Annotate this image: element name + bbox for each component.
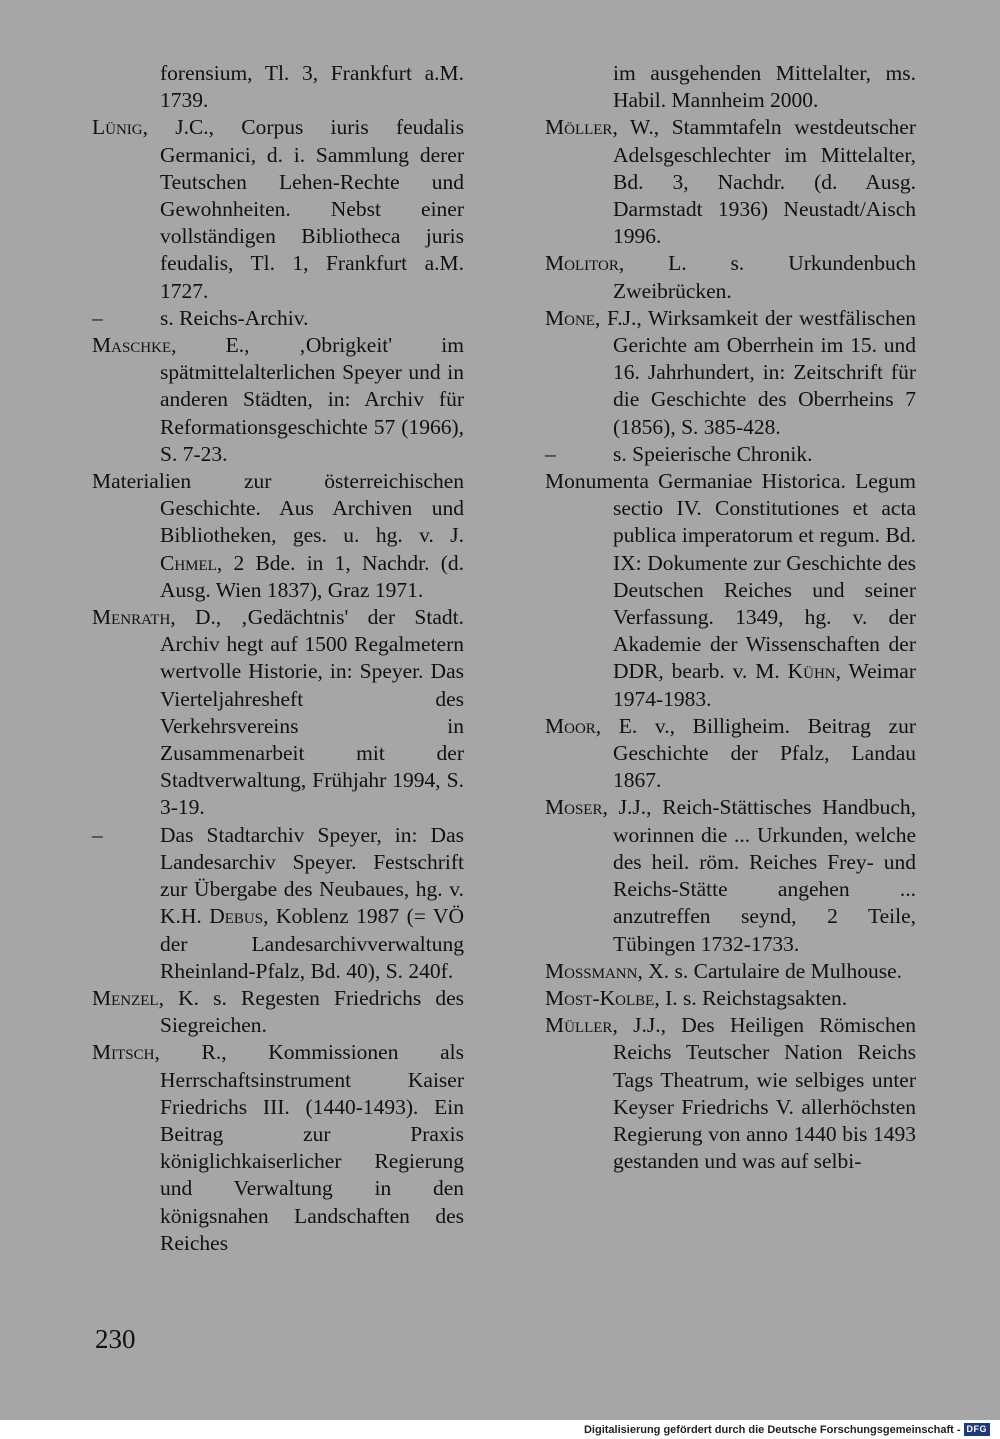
entry-text: , K. s. Regesten Friedrichs des Siegreichen. <box>158 985 464 1038</box>
bibliography-entry <box>545 305 916 441</box>
author-name: Möller <box>545 115 613 140</box>
right-column <box>545 60 916 1175</box>
author-name: Chmel <box>160 550 217 575</box>
author-name: Most-Kolbe <box>545 985 655 1010</box>
entry-text: , W., Stammtafeln westdeutscher Adelsgeschlechter im Mittelalter, Bd. 3, Nachdr. (d. Ausg. Darmstadt 1936) Neustadt/Aisch 1996. <box>612 115 916 249</box>
bibliography-entry <box>92 468 464 604</box>
author-name: Lünig <box>92 115 143 140</box>
entry-text: , Weimar 1974-1983. <box>613 659 917 711</box>
entry-text: , 2 Bde. in 1, Nachdr. (d. Ausg. Wien 1837), Graz 1971. <box>160 550 464 602</box>
page-number: 230 <box>95 1324 136 1354</box>
dfg-logo: DFG <box>964 1423 991 1436</box>
entry-text: , I. s. Reichstagsakten. <box>654 985 848 1010</box>
bibliography-entry <box>545 468 916 713</box>
bibliography-entry <box>545 958 916 985</box>
bibliography-entry <box>92 332 464 468</box>
digitization-credit <box>584 1423 990 1436</box>
bibliography-entry <box>545 250 916 304</box>
author-name: Mossmann <box>545 958 638 983</box>
entry-text: , E. v., Billigheim. Beitrag zur Geschichte der Pfalz, Landau 1867. <box>595 713 916 793</box>
footer-text: Digitalisierung gefördert durch die Deutsche Forschungsgemeinschaft - <box>583 1423 961 1436</box>
author-name: Moor <box>545 713 596 738</box>
bibliography-entry <box>92 822 464 985</box>
entry-text: , E., ‚Obrigkeit' im spätmittelalterlichen Speyer und in anderen Städten, in: Archiv für Reformationsgeschichte 57 (1966), S. 7-23. <box>160 333 464 466</box>
author-name: Menrath <box>92 605 171 630</box>
author-name: Müller <box>545 1013 613 1038</box>
entry-continuation: im ausgehenden Mittelalter, ms. Habil. Mannheim 2000. <box>613 61 916 113</box>
entry-text: , F.J., Wirksamkeit der westfälischen Gerichte am Oberrhein im 15. und 16. Jahrhundert, in: Zeitschrift für die Geschichte des Oberrheins 7 (1856), S. 385-428. <box>594 305 916 439</box>
bibliography-entry <box>545 713 916 795</box>
ditto-dash: – <box>92 305 103 330</box>
entry-text: , L. s. Urkundenbuch Zweibrücken. <box>613 251 916 303</box>
bibliography-entry <box>92 985 464 1039</box>
bibliography-entry <box>92 60 464 114</box>
author-name: Mone <box>545 305 595 330</box>
bibliography-entry <box>92 1039 464 1257</box>
entry-text: Monumenta Germaniae Historica. Legum sectio IV. Constitutiones et acta publica imperatorum et regum. Bd. IX: Dokumente zur Geschichte des Deutschen Reiches und seiner Verfassung. 1349, hg. v. der Akademie der Wissenschaften der DDR, bearb. v. M. <box>545 469 916 684</box>
bibliography-entry <box>545 1012 916 1175</box>
author-name: Moser <box>545 795 603 820</box>
ditto-dash: – <box>92 822 103 847</box>
bibliography-entry <box>92 305 464 332</box>
entry-text: , J.J., Reich-Stättisches Handbuch, worinnen die ... Urkunden, welche des heil. röm. Reiches Frey- und Reichs-Stätte angehen ... anzutreffen seynd, 2 Teile, Tübingen 1732-1733. <box>602 795 916 956</box>
author-name: Debus <box>209 904 264 929</box>
entry-text: , R., Kommissionen als Herrschaftsinstrument Kaiser Friedrichs III. (1440-1493). Ein Beitrag zur Praxis königlichkaiserlicher Regierung und Verwaltung in den königsnahen Landschaften des Reiches <box>154 1040 464 1255</box>
bibliography-entry <box>92 604 464 822</box>
bibliography-entry <box>545 794 916 957</box>
entry-text: , D., ‚Gedächtnis' der Stadt. Archiv hegt auf 1500 Regalmetern wertvolle Historie, in: Speyer. Das Vierteljahresheft des Verkehrsvereins in Zusammenarbeit mit der Stadtverwaltung, Frühjahr 1994, S. 3-19. <box>160 605 464 820</box>
entry-continuation: forensium, Tl. 3, Frankfurt a.M. 1739. <box>160 61 464 113</box>
ditto-dash: – <box>545 441 556 466</box>
entry-text: , J.C., Corpus iuris feudalis Germanici, d. i. Sammlung derer Teutschen Lehen-Rechte und Gewohnheiten. Nebst einer vollständigen Bibliotheca juris feudalis, Tl. 1, Frankfurt a.M. 1727. <box>142 115 464 303</box>
author-name: Menzel <box>92 985 159 1010</box>
author-name: Mitsch <box>92 1040 155 1065</box>
entry-text: s. Reichs-Archiv. <box>160 305 309 330</box>
bibliography-entry <box>545 60 916 114</box>
author-name: Molitor <box>545 251 619 276</box>
author-name: Kühn <box>787 659 836 684</box>
bibliography-entry <box>545 114 916 250</box>
entry-text: Das Stadtarchiv Speyer, in: Das Landesarchiv Speyer. Festschrift zur Übergabe des Neubaues, hg. v. K.H. <box>160 822 464 929</box>
bibliography-entry <box>545 441 916 468</box>
entry-text: s. Speierische Chronik. <box>613 441 813 466</box>
bibliography-entry <box>545 985 916 1012</box>
bibliography-entry <box>92 114 464 304</box>
entry-text: , J.J., Des Heiligen Römischen Reichs Teutscher Nation Reichs Tags Theatrum, wie selbiges unter Keyser Friedrichs V. allerhöchsten Regierung von anno 1440 bis 1493 gestanden und was auf selbi- <box>612 1013 916 1174</box>
left-column <box>92 60 464 1257</box>
author-name: Maschke <box>92 333 172 358</box>
entry-text: , Koblenz 1987 (= VÖ der Landesarchivverwaltung Rheinland-Pfalz, Bd. 40), S. 240f. <box>160 904 464 983</box>
entry-text: , X. s. Cartulaire de Mulhouse. <box>637 958 903 983</box>
entry-text: Materialien zur österreichischen Geschichte. Aus Archiven und Bibliotheken, ges. u. hg. v. J. <box>92 469 464 548</box>
